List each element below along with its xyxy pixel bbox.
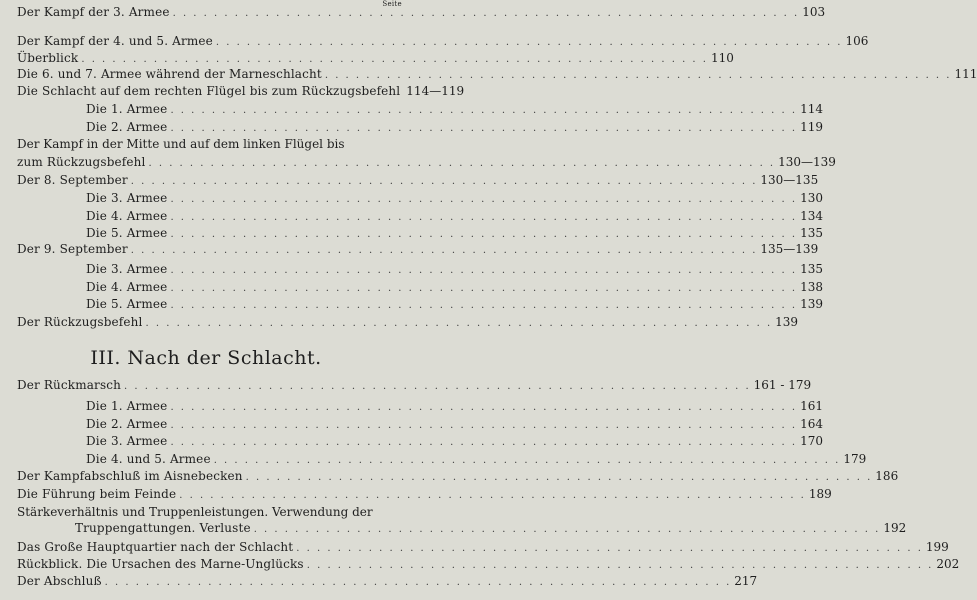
toc-subentry[interactable]: Die 1. Armee . . . 114	[86, 102, 398, 117]
toc-entry[interactable]: Der 9. September . . . 135—139	[17, 242, 398, 257]
section-heading: III. Nach der Schlacht.	[90, 347, 322, 369]
toc-subentry[interactable]: Die 2. Armee . . . 119	[86, 120, 398, 135]
toc-entry-line1[interactable]: Stärkeverhältnis und Truppenleistungen. Verwendung der	[17, 505, 373, 519]
toc-entry[interactable]: Der Kampf der 4. und 5. Armee . . . 106	[17, 34, 398, 49]
toc-entry[interactable]: Der Kampfabschluß im Aisnebecken . . . 186	[17, 469, 398, 484]
toc-entry[interactable]: Der Kampf der 3. Armee . . . 103	[17, 5, 398, 20]
toc-entry[interactable]: Überblick . . . 110	[17, 51, 398, 66]
toc-entry[interactable]: Der Rückzugsbefehl . . . 139	[17, 315, 398, 330]
toc-subentry[interactable]: Die 5. Armee . . . 139	[86, 297, 398, 312]
toc-entry[interactable]: Die Führung beim Feinde . . . 189	[17, 487, 398, 502]
toc-subentry[interactable]: Die 4. Armee . . . 134	[86, 209, 398, 224]
toc-entry[interactable]: Die 6. und 7. Armee während der Marneschlacht . . . 111	[17, 67, 398, 82]
toc-subentry[interactable]: Die 3. Armee . . . 130	[86, 191, 398, 206]
toc-entry[interactable]: zum Rückzugsbefehl . . . 130—139	[17, 155, 398, 170]
toc-subentry[interactable]: Die 3. Armee . . . 135	[86, 262, 398, 277]
toc-entry[interactable]: Die Schlacht auf dem rechten Flügel bis zum Rückzugsbefehl 114—119	[17, 84, 465, 98]
toc-entry[interactable]: Truppengattungen. Verluste . . . 192	[75, 521, 398, 536]
toc-subentry[interactable]: Die 4. Armee . . . 138	[86, 280, 398, 295]
page-column-header: Seite	[382, 0, 402, 8]
toc-subentry[interactable]: Die 1. Armee . . . 161	[86, 399, 398, 414]
toc-entry[interactable]: Das Große Hauptquartier nach der Schlacht . . . 199	[17, 540, 398, 555]
toc-subentry[interactable]: Die 3. Armee . . . 170	[86, 434, 398, 449]
toc-subentry[interactable]: Die 5. Armee . . . 135	[86, 226, 398, 241]
toc-entry[interactable]: Rückblick. Die Ursachen des Marne-Unglücks . . . 202	[17, 557, 398, 572]
toc-entry[interactable]: Der Abschluß . . . 217	[17, 574, 398, 589]
toc-entry[interactable]: Der Rückmarsch . . . 161 - 179	[17, 378, 398, 393]
toc-subentry[interactable]: Die 2. Armee . . . 164	[86, 417, 398, 432]
toc-subentry[interactable]: Die 4. und 5. Armee . . . 179	[86, 452, 398, 467]
toc-entry-line1[interactable]: Der Kampf in der Mitte und auf dem linken Flügel bis	[17, 137, 345, 151]
toc-entry[interactable]: Der 8. September . . . 130—135	[17, 173, 398, 188]
